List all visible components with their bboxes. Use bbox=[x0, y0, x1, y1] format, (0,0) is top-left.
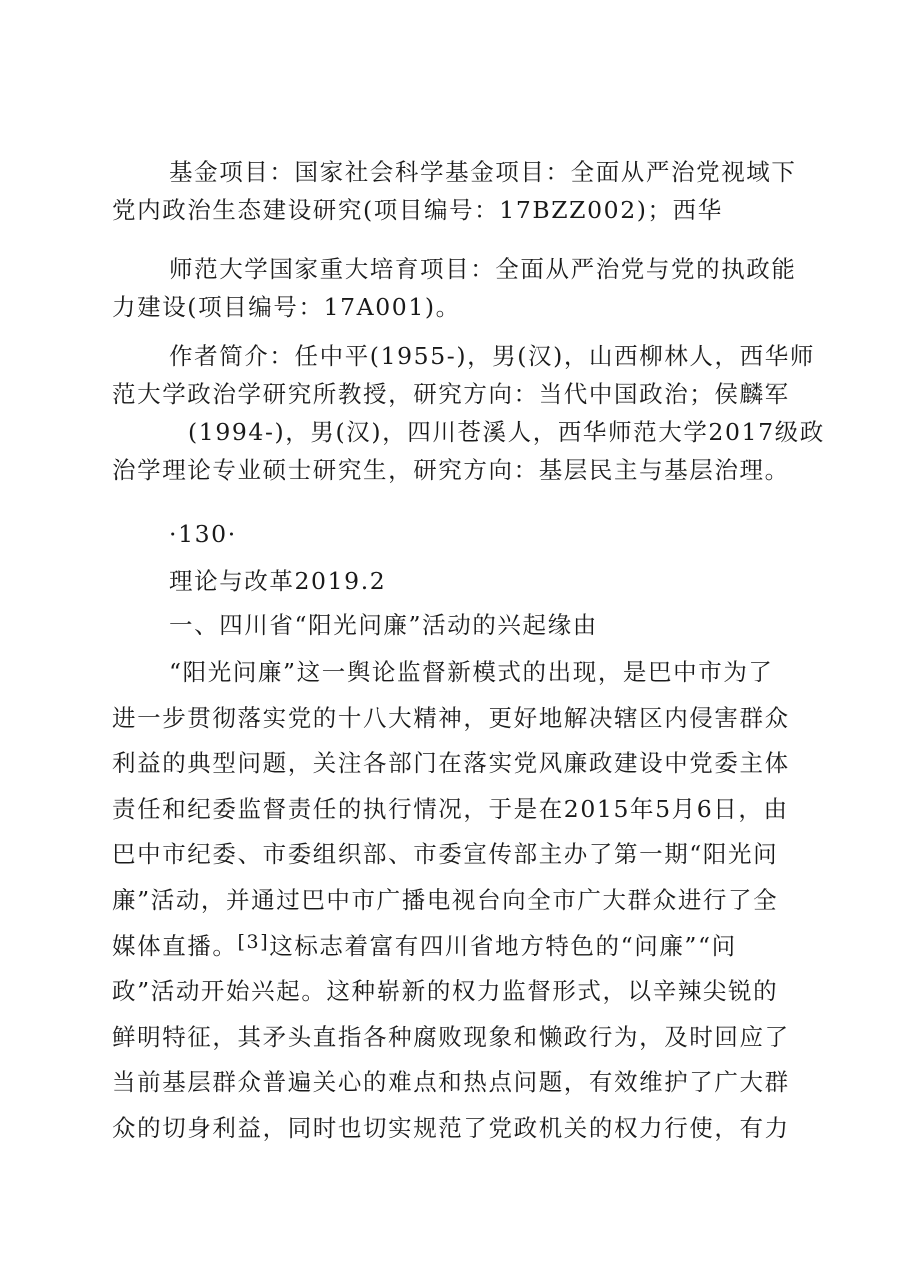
citation-ref: [3] bbox=[237, 930, 270, 953]
funding-line: 师范大学国家重大培育项目：全面从严治党与党的执政能 bbox=[169, 255, 797, 283]
body-line: 政”活动开始兴起。这种崭新的权力监督形式，以辛辣尖锐的 bbox=[112, 977, 779, 1006]
body-line: 众的切身利益，同时也切实规范了党政机关的权力行使，有力 bbox=[112, 1113, 790, 1142]
body-paragraph bbox=[112, 650, 802, 1152]
funding-note-continued bbox=[112, 250, 802, 326]
author-line: 范大学政治学研究所教授，研究方向：当代中国政治；侯麟军 bbox=[112, 380, 790, 408]
page-number-text: ·130· bbox=[169, 520, 237, 548]
body-text: 这标志着富有四川省地方特色的“问廉”“问 bbox=[269, 931, 737, 960]
body-line: “阳光问廉”这一舆论监督新模式的出现，是巴中市为了 bbox=[169, 658, 774, 686]
funding-line: 力建设(项目编号：17A001)。 bbox=[112, 293, 461, 321]
body-line: 利益的典型问题，关注各部门在落实党风廉政建设中党委主体 bbox=[112, 749, 790, 778]
author-line: (1994-)，男(汉)，四川苍溪人，西华师范大学2017级政 bbox=[188, 418, 825, 446]
funding-line: 党内政治生态建设研究(项目编号：17BZZ002)；西华 bbox=[112, 196, 723, 224]
body-text: 媒体直播。 bbox=[112, 931, 238, 960]
funding-note bbox=[112, 153, 802, 229]
journal-header bbox=[112, 562, 802, 600]
body-line: 进一步贯彻落实党的十八大精神，更好地解决辖区内侵害群众 bbox=[112, 703, 790, 732]
author-bio bbox=[112, 337, 825, 489]
section-heading-text: 一、四川省“阳光问廉”活动的兴起缘由 bbox=[169, 611, 598, 639]
author-line: 治学理论专业硕士研究生，研究方向：基层民主与基层治理。 bbox=[112, 456, 790, 484]
author-line: 作者简介：任中平(1955-)，男(汉)，山西柳林人，西华师 bbox=[169, 342, 815, 370]
journal-text: 理论与改革2019.2 bbox=[169, 567, 387, 595]
body-line: 巴中市纪委、市委组织部、市委宣传部主办了第一期“阳光问 bbox=[112, 840, 779, 869]
section-heading bbox=[112, 606, 802, 644]
body-line: 责任和纪委监督责任的执行情况，于是在2015年5月6日，由 bbox=[112, 794, 789, 823]
body-line: 鲜明特征，其矛头直指各种腐败现象和懒政行为，及时回应了 bbox=[112, 1022, 790, 1051]
funding-line: 基金项目：国家社会科学基金项目：全面从严治党视域下 bbox=[169, 158, 797, 186]
body-line: 当前基层群众普遍关心的难点和热点问题，有效维护了广大群 bbox=[112, 1068, 790, 1097]
body-line: 廉”活动，并通过巴中市广播电视台向全市广大群众进行了全 bbox=[112, 885, 779, 914]
page-number bbox=[112, 515, 802, 553]
body-line bbox=[112, 924, 802, 970]
